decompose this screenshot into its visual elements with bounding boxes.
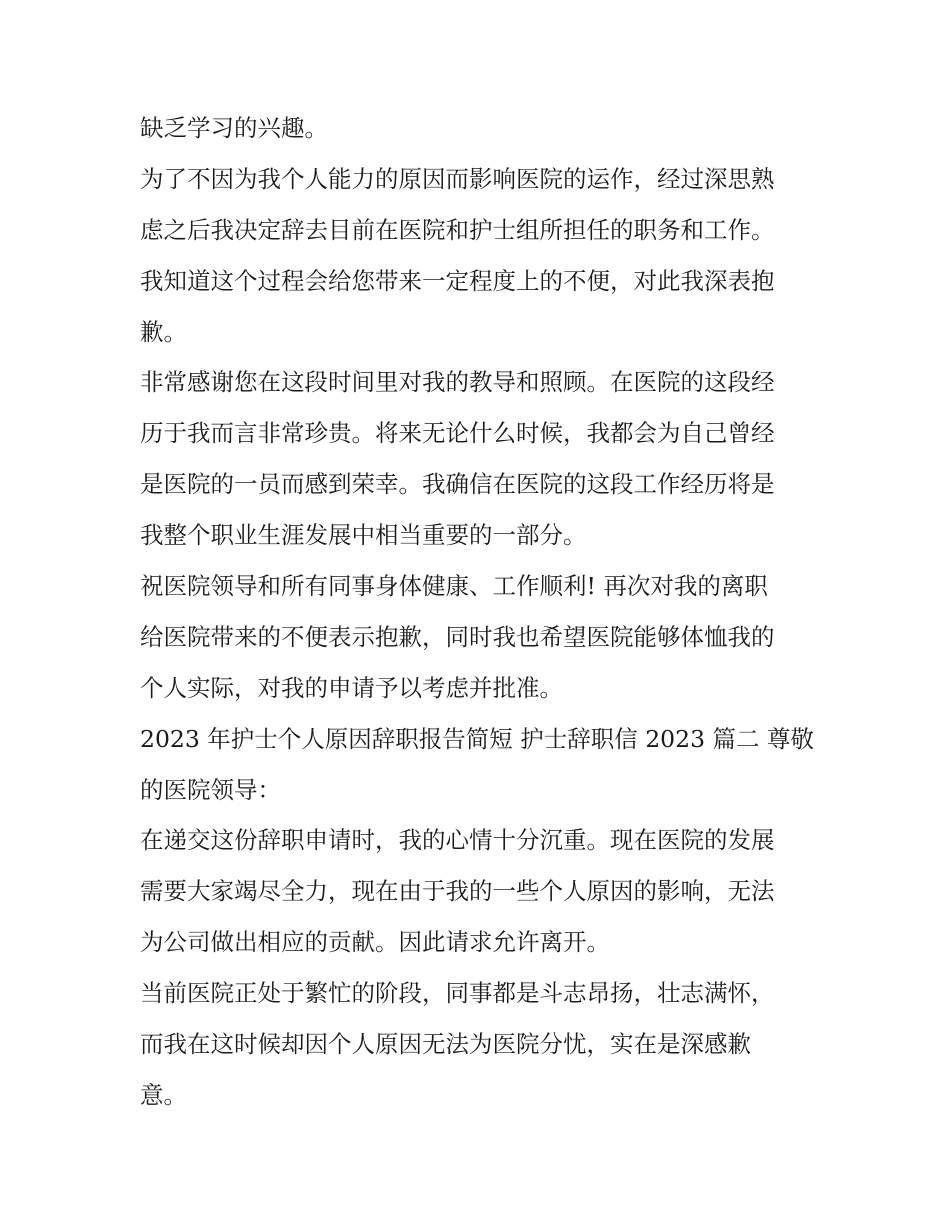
paragraph-6 [140,815,820,968]
text-line: 在递交这份辞职申请时，我的心情十分沉重。现在医院的发展 [140,826,775,855]
text-line: 为公司做出相应的贡献。因此请求允许离开。 [140,928,610,957]
paragraph-1 [140,103,820,154]
text-line: 个人实际，对我的申请予以考虑并批准。 [140,673,563,702]
paragraph-2 [140,154,820,358]
document-body [140,103,820,1121]
text-line: 需要大家竭尽全力，现在由于我的一些个人原因的影响，无法 [140,877,775,906]
paragraph-3 [140,357,820,561]
text-line: 2023 年护士个人原因辞职报告简短 护士辞职信 2023 篇二 尊敬 [140,724,814,753]
paragraph-4 [140,561,820,714]
text-line: 我整个职业生涯发展中相当重要的一部分。 [140,521,587,550]
text-line: 祝医院领导和所有同事身体健康、工作顺利! 再次对我的离职 [140,572,768,601]
text-line: 而我在这时候却因个人原因无法为医院分忧，实在是深感歉 [140,1030,751,1059]
text-line: 的医院领导： [140,775,281,804]
text-line: 给医院带来的不便表示抱歉，同时我也希望医院能够体恤我的 [140,622,775,651]
text-line: 我知道这个过程会给您带来一定程度上的不便，对此我深表抱 [140,266,775,295]
text-line: 当前医院正处于繁忙的阶段，同事都是斗志昂扬，壮志满怀， [140,979,775,1008]
paragraph-7 [140,968,820,1121]
text-line: 是医院的一员而感到荣幸。我确信在医院的这段工作经历将是 [140,470,775,499]
text-line: 歉。 [140,317,187,346]
text-line: 非常感谢您在这段时间里对我的教导和照顾。在医院的这段经 [140,368,775,397]
text-line: 虑之后我决定辞去目前在医院和护士组所担任的职务和工作。 [140,215,775,244]
text-line: 意。 [140,1080,187,1109]
paragraph-5-heading [140,714,820,816]
text-line: 历于我而言非常珍贵。将来无论什么时候，我都会为自己曾经 [140,419,775,448]
text-line: 为了不因为我个人能力的原因而影响医院的运作，经过深思熟 [140,164,775,193]
text-line: 缺乏学习的兴趣。 [140,114,328,142]
